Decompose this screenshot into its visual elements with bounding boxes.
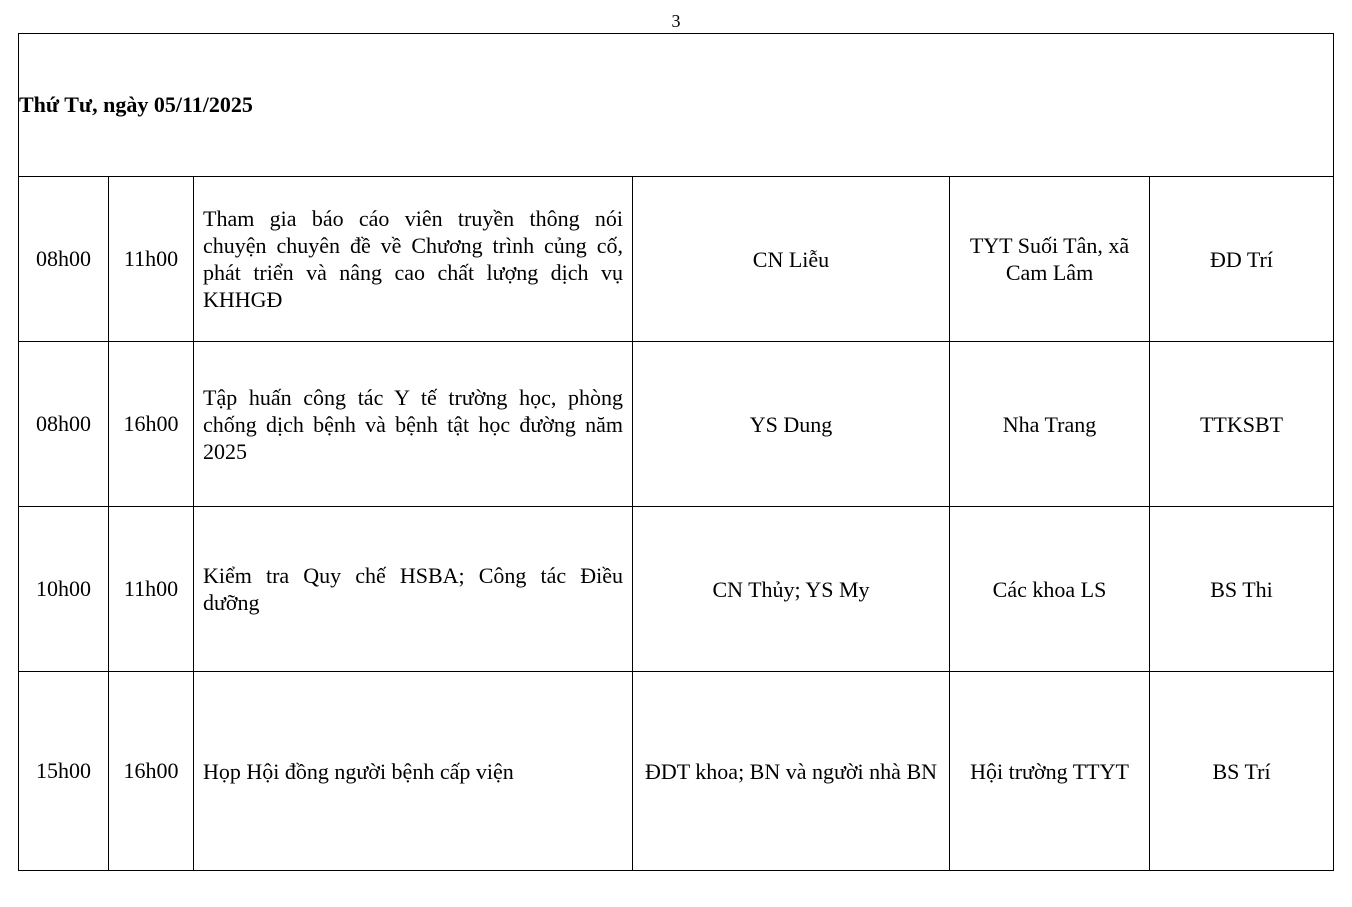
location: Hội trường TTYT (950, 672, 1150, 871)
start-time: 10h00 (19, 507, 109, 672)
schedule-table (18, 33, 1334, 871)
activity-content: Tập huấn công tác Y tế trường học, phòng chống dịch bệnh và bệnh tật học đường năm 2025 (194, 342, 633, 507)
table-row (19, 672, 1334, 871)
end-time: 11h00 (109, 507, 194, 672)
activity-content: Tham gia báo cáo viên truyền thông nói chuyện chuyên đề về Chương trình củng cố, phát triển và nâng cao chất lượng dịch vụ KHHGĐ (194, 177, 633, 342)
end-time: 16h00 (109, 672, 194, 871)
leader: BS Trí (1150, 672, 1334, 871)
table-row (19, 342, 1334, 507)
start-time: 08h00 (19, 342, 109, 507)
leader: BS Thi (1150, 507, 1334, 672)
table-row (19, 177, 1334, 342)
start-time: 15h00 (19, 672, 109, 871)
table-row (19, 507, 1334, 672)
location: Nha Trang (950, 342, 1150, 507)
end-time: 11h00 (109, 177, 194, 342)
participants: CN Liễu (633, 177, 950, 342)
leader: TTKSBT (1150, 342, 1334, 507)
start-time: 08h00 (19, 177, 109, 342)
participants: ĐDT khoa; BN và người nhà BN (633, 672, 950, 871)
page-number: 3 (671, 11, 681, 31)
day-header: Thứ Tư, ngày 05/11/2025 (19, 34, 1334, 177)
location: Các khoa LS (950, 507, 1150, 672)
location: TYT Suối Tân, xã Cam Lâm (950, 177, 1150, 342)
participants: YS Dung (633, 342, 950, 507)
activity-content: Kiểm tra Quy chế HSBA; Công tác Điều dưỡng (194, 507, 633, 672)
day-header-row (19, 34, 1334, 177)
activity-content: Họp Hội đồng người bệnh cấp viện (194, 672, 633, 871)
end-time: 16h00 (109, 342, 194, 507)
leader: ĐD Trí (1150, 177, 1334, 342)
participants: CN Thủy; YS My (633, 507, 950, 672)
